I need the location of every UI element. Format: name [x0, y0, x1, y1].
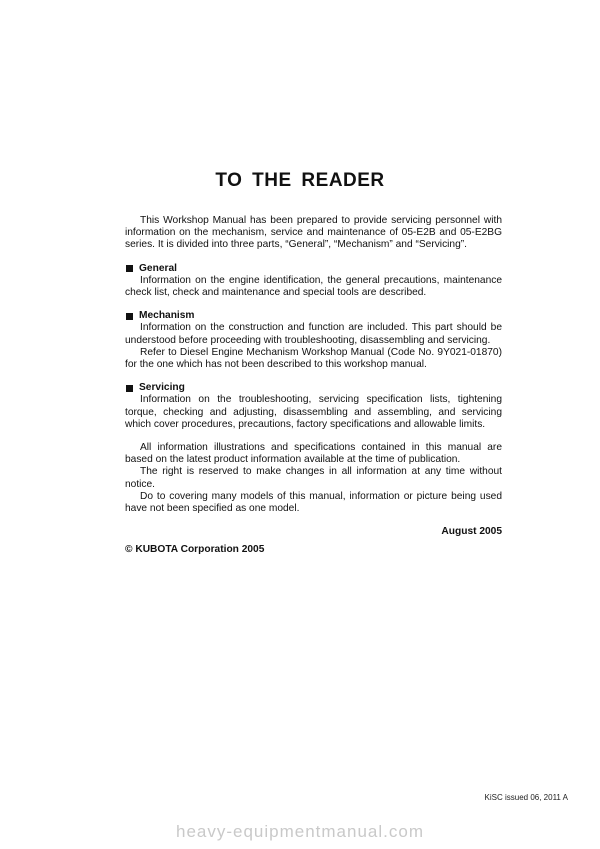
- closing-paragraph: All information illustrations and specifications contained in this manual are based on the latest product information available at the time of publication.: [125, 442, 502, 466]
- closing-paragraph: Do to covering many models of this manual, information or picture being used have not been specified as one model.: [125, 490, 502, 515]
- closing-paragraph: The right is reserved to make changes in all information at any time without notice.: [125, 466, 502, 490]
- site-watermark: heavy-equipmentmanual.com: [175, 822, 424, 841]
- page-title: TO THE READER: [215, 170, 385, 191]
- section-heading: [125, 310, 502, 322]
- section-paragraph: Information on the construction and function are included. This part should be understood before proceeding with troubleshooting, disassembling and servicing.: [125, 322, 502, 346]
- copyright-notice: © KUBOTA Corporation 2005: [125, 544, 265, 556]
- publication-date: August 2005: [441, 526, 502, 538]
- section-mechanism: [125, 310, 502, 371]
- closing-notes: [125, 442, 502, 515]
- section-heading-label: Mechanism: [139, 310, 195, 322]
- intro-paragraph: This Workshop Manual has been prepared to provide servicing personnel with information on the mechanism, service and maintenance of 05-E2B and 05-E2BG series. It is divided into three parts, “General”, “Mechanism” and “Servicing”.: [125, 215, 502, 251]
- section-servicing: [125, 382, 502, 431]
- section-heading-label: Servicing: [139, 382, 185, 394]
- section-paragraph: Information on the engine identification, the general precautions, maintenance check list, check and maintenance and special tools are described.: [125, 274, 502, 298]
- document-body: [125, 215, 502, 557]
- section-paragraph: Information on the troubleshooting, servicing specification lists, tightening torque, checking and adjusting, disassembling and assembling, and servicing which cover procedures, precautions, factory specifications and allowable limits.: [125, 394, 502, 430]
- section-heading: [125, 263, 502, 275]
- section-general: [125, 263, 502, 300]
- section-paragraph: Refer to Diesel Engine Mechanism Workshop Manual (Code No. 9Y021-01870) for the one which has not been described to this workshop manual.: [125, 346, 502, 370]
- section-heading-label: General: [139, 262, 177, 274]
- issue-stamp: KiSC issued 06, 2011 A: [484, 793, 568, 802]
- square-bullet-icon: [126, 265, 133, 272]
- square-bullet-icon: [126, 385, 133, 392]
- square-bullet-icon: [126, 313, 133, 320]
- section-heading: [125, 382, 502, 394]
